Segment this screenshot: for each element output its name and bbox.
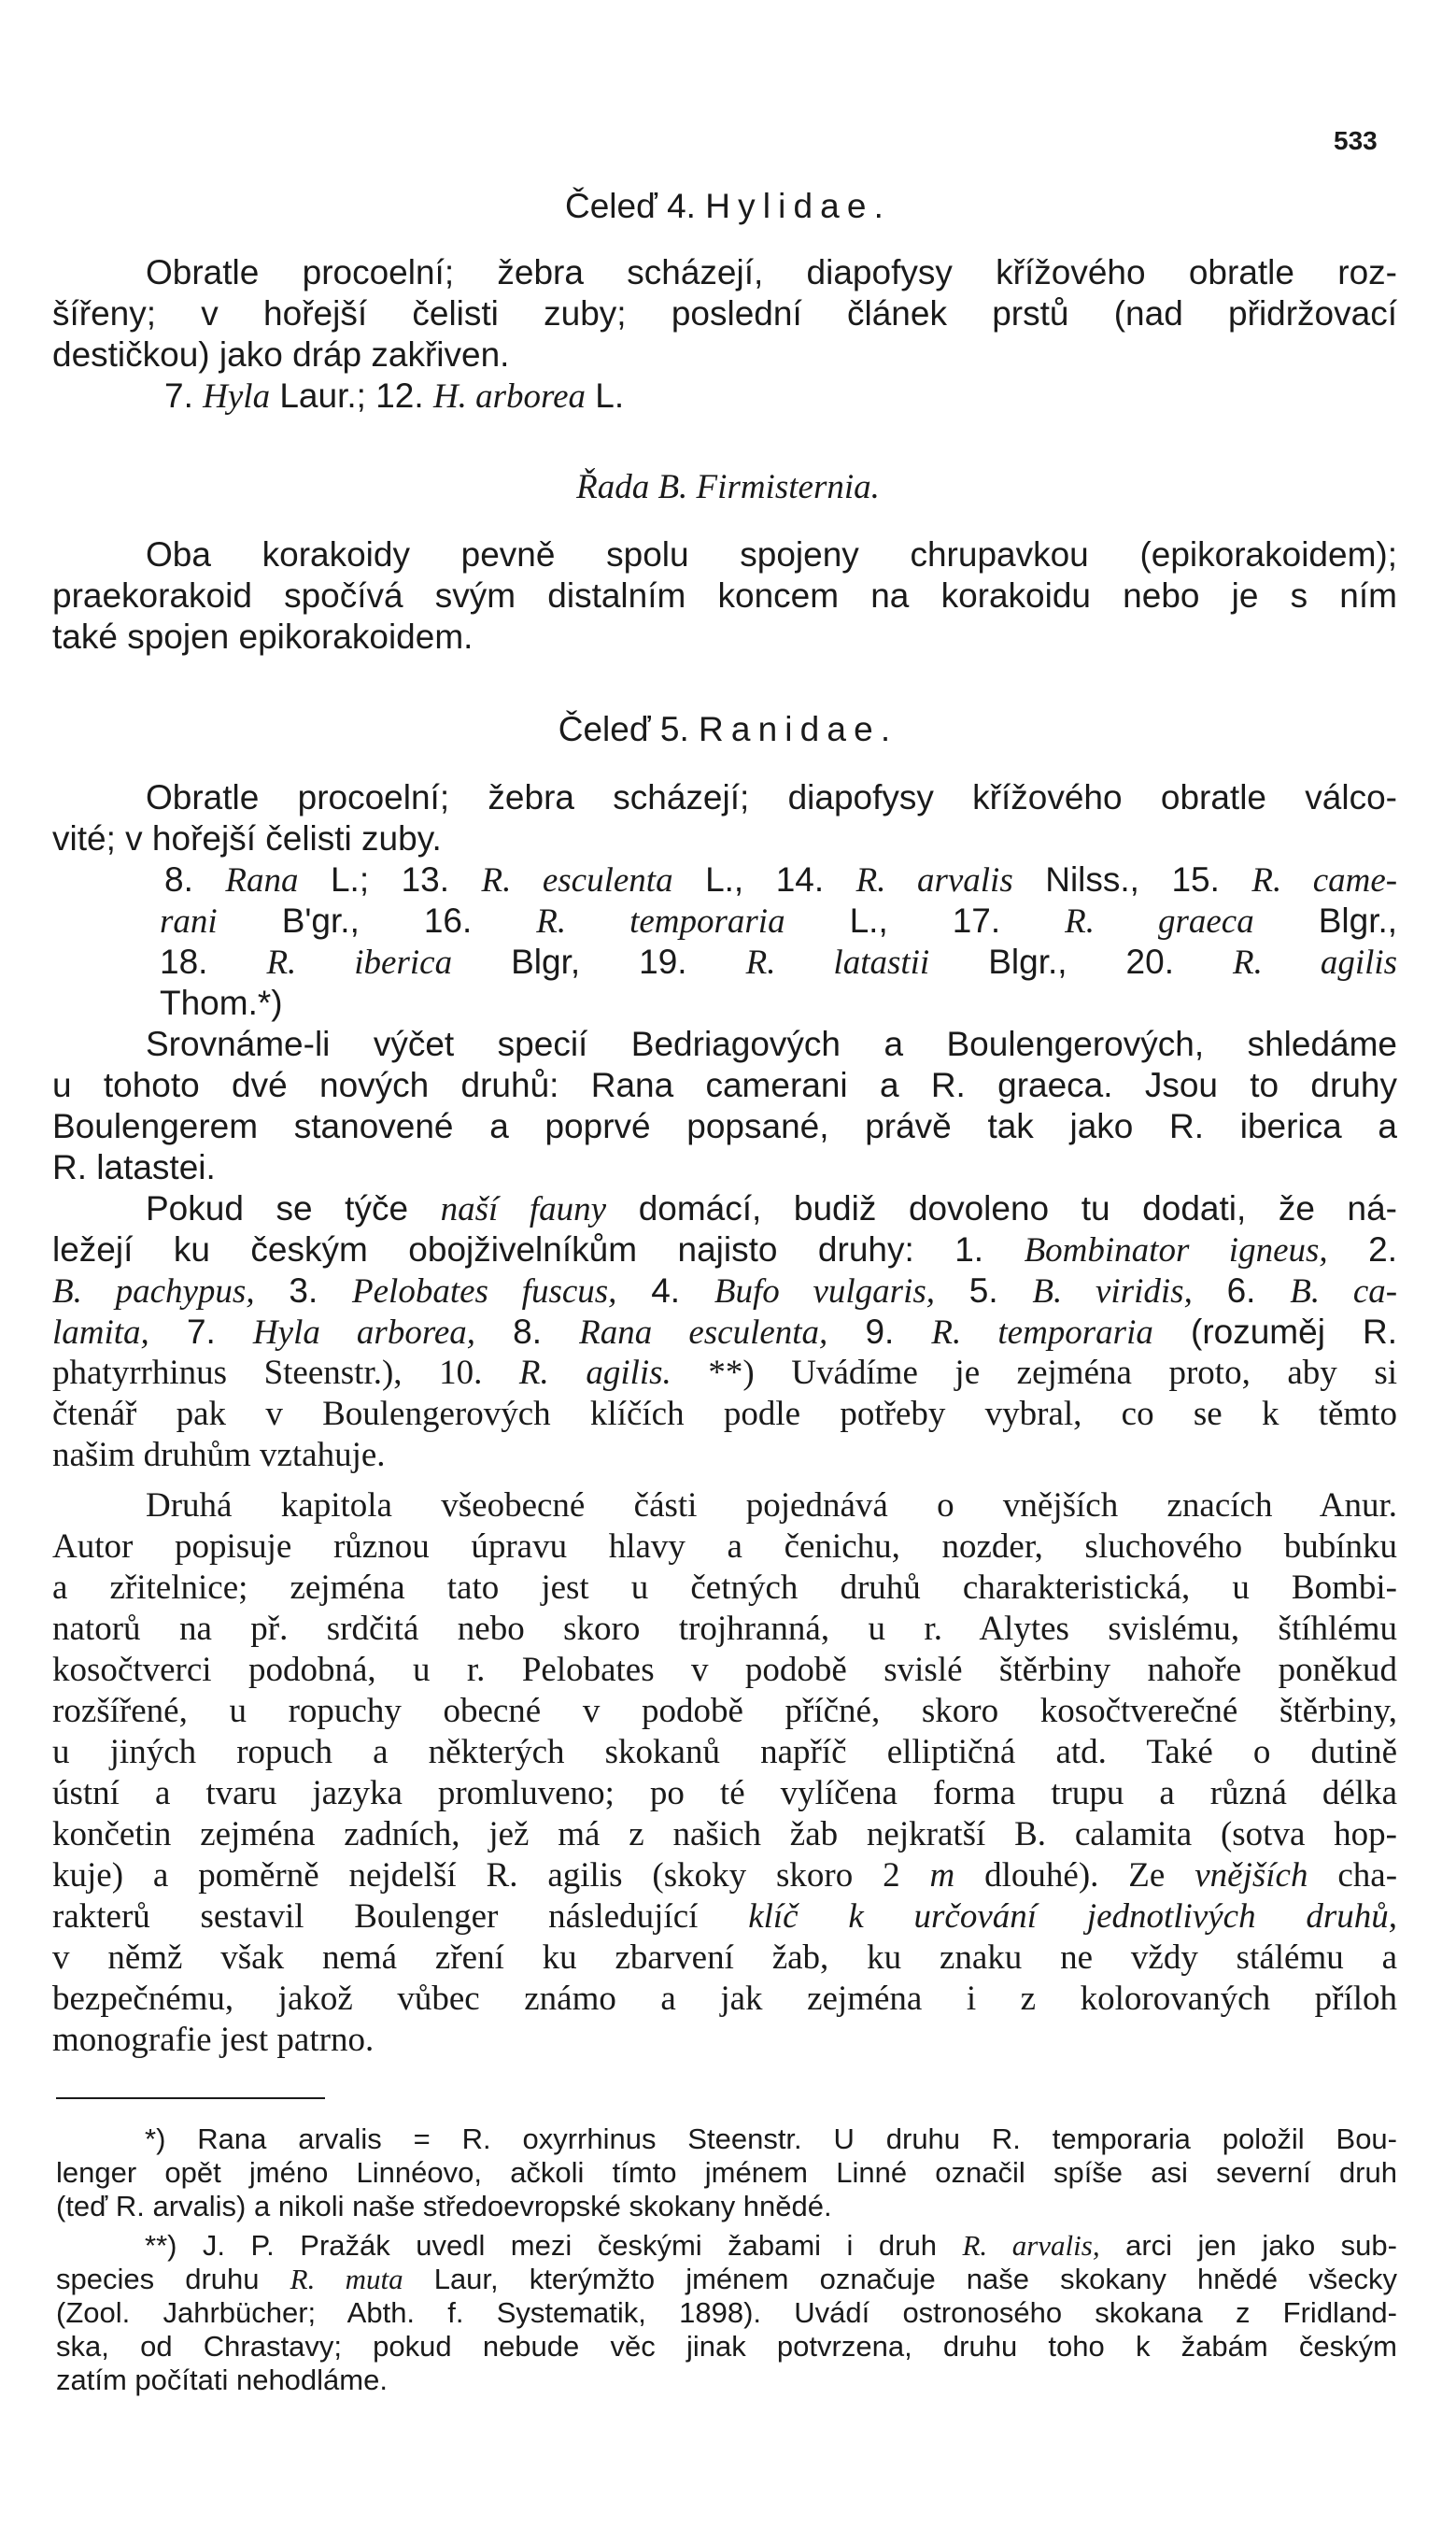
paragraph-line: Boulengerem stanovené a poprvé popsané, právě tak jako R. iberica a [52, 1107, 1397, 1145]
ranidae-species-list: 8. Rana L.; 13. R. esculenta L., 14. R. arvalis Nilss., 15. R. came- [164, 860, 1398, 900]
ranidae-line: vité; v hořejší čelisti zuby. [52, 819, 442, 858]
hylidae-heading: Čeleď 4. Hylidae. [564, 187, 892, 225]
firmisternia-heading: Řada B. Firmisternia. [576, 468, 880, 506]
paragraph-line: u jiných ropuch a některých skokanů napříč elliptičná atd. Také o dutině [52, 1733, 1397, 1771]
ranidae-species-list: rani B'gr., 16. R. temporaria L., 17. R. graeca Blgr., [160, 901, 1398, 941]
paragraph-line: ústní a tvaru jazyka promluveno; po té vylíčena forma trupu a různá délka [52, 1774, 1397, 1812]
paragraph-line: natorů na př. srdčitá nebo skoro trojhranná, u r. Alytes svislému, štíhlému [52, 1610, 1397, 1648]
paragraph-line: kuje) a poměrně nejdelší R. agilis (skoky skoro 2 m dlouhé). Ze vnějších cha- [52, 1856, 1398, 1895]
footnote-line: **) J. P. Pražák uvedl mezi českými žabami i druh R. arvalis, arci jen jako sub- [145, 2229, 1397, 2262]
footnote-line: zatím počítati nehodláme. [56, 2364, 388, 2396]
footnote-line: (Zool. Jahrbücher; Abth. f. Systematik, 1898). Uvádí ostronosého skokana z Fridland- [56, 2296, 1397, 2329]
footnote-line: (teď R. arvalis) a nikoli naše středoevropské skokany hnědé. [56, 2190, 832, 2222]
ranidae-heading: Čeleď 5. Ranidae. [558, 710, 898, 748]
hylidae-line: Obratle procoelní; žebra scházejí, diapofysy křížového obratle roz- [146, 253, 1397, 291]
paragraph-line: lamita, 7. Hyla arborea, 8. Rana esculenta, 9. R. temporaria (rozuměj R. [52, 1313, 1398, 1352]
firmisternia-line: praekorakoid spočívá svým distalním koncem na korakoidu nebo je s ním [52, 576, 1397, 615]
hylidae-line: destičkou) jako dráp zakřiven. [52, 335, 510, 374]
paragraph-line: našim druhům vztahuje. [52, 1436, 386, 1474]
paragraph-line: Pokud se týče naší fauny domácí, budiž dovoleno tu dodati, že ná- [146, 1189, 1398, 1228]
paragraph-line: čtenář pak v Boulengerových klíčích podle potřeby vybral, co se k těmto [52, 1395, 1397, 1433]
footnote-separator [56, 2097, 325, 2099]
paragraph-line: v němž však nemá zření ku zbarvení žab, ku znaku ne vždy stálému a [52, 1938, 1397, 1977]
firmisternia-line: také spojen epikorakoidem. [52, 618, 474, 656]
paragraph-line: bezpečnému, jakož vůbec známo a jak zejména i z kolorovaných příloh [52, 1980, 1397, 2018]
paragraph-line: phatyrrhinus Steenstr.), 10. R. agilis. **) Uvádíme je zejména proto, aby si [52, 1354, 1398, 1392]
paragraph-line: u tohoto dvé nových druhů: Rana camerani a R. graeca. Jsou to druhy [52, 1066, 1397, 1104]
firmisternia-line: Oba korakoidy pevně spolu spojeny chrupavkou (epikorakoidem); [146, 535, 1397, 574]
paragraph-line: rozšířené, u ropuchy obecné v podobě příčné, skoro kosočtverečné štěrbiny, [52, 1692, 1397, 1730]
paragraph-line: kosočtverci podobná, u r. Pelobates v podobě svislé štěrbiny nahoře poněkud [52, 1651, 1397, 1689]
paragraph-line: rakterů sestavil Boulenger následující klíč k určování jednotlivých druhů, [52, 1897, 1398, 1936]
ranidae-line: Obratle procoelní; žebra scházejí; diapofysy křížového obratle válco- [146, 778, 1397, 816]
paragraph-line: Druhá kapitola všeobecné části pojednává o vnějších znacích Anur. [146, 1486, 1397, 1525]
paragraph-line: monografie jest patrno. [52, 2021, 375, 2059]
paragraph-line: ležejí ku českým obojživelníkům najisto druhy: 1. Bombinator igneus, 2. [52, 1230, 1398, 1270]
paragraph-line: B. pachypus, 3. Pelobates fuscus, 4. Bufo vulgaris, 5. B. viridis, 6. B. ca- [52, 1271, 1398, 1311]
page-number: 533 [1334, 126, 1378, 155]
ranidae-species-list: Thom.*) [160, 984, 283, 1022]
hylidae-line: šířeny; v hořejší čelisti zuby; poslední článek prstů (nad přidržovací [52, 294, 1397, 333]
paragraph-line: R. latastei. [52, 1148, 216, 1186]
paragraph-line: a zřitelnice; zejména tato jest u četných druhů charakteristická, u Bombi- [52, 1569, 1397, 1607]
footnote-line: *) Rana arvalis = R. oxyrrhinus Steenstr. U druhu R. temporaria položil Bou- [145, 2122, 1397, 2155]
hylidae-species-list: 7. Hyla Laur.; 12. H. arborea L. [164, 376, 625, 416]
paragraph-line: Autor popisuje různou úpravu hlavy a čenichu, nozder, sluchového bubínku [52, 1527, 1397, 1566]
footnote-line: lenger opět jméno Linnéovo, ačkoli tímto jménem Linné označil spíše asi severní druh [56, 2156, 1397, 2189]
paragraph-line: Srovnáme-li výčet specií Bedriagových a Boulengerových, shledáme [146, 1025, 1397, 1063]
footnote-line: ska, od Chrastavy; pokud nebude věc jinak potvrzena, druhu toho k žabám českým [56, 2330, 1397, 2363]
footnote-line: species druhu R. muta Laur, kterýmžto jménem označuje naše skokany hnědé všecky [56, 2263, 1398, 2295]
ranidae-species-list: 18. R. iberica Blgr, 19. R. latastii Blgr., 20. R. agilis [160, 943, 1398, 982]
paragraph-line: končetin zejména zadních, jež má z našich žab nejkratší B. calamita (sotva hop- [52, 1815, 1397, 1853]
